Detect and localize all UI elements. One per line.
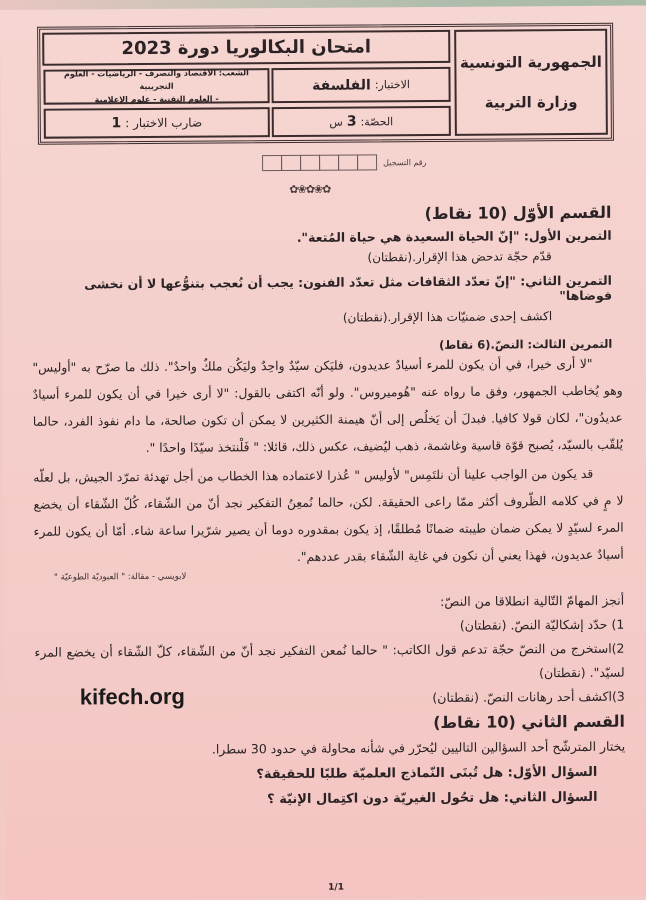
part1-title: القسم الأوّل (10 نقاط) bbox=[424, 202, 612, 224]
exercise3-label: التمرين الثالث: النصّ.(6 نقاط) bbox=[439, 336, 613, 352]
exercise1 bbox=[32, 228, 612, 247]
duration-cell bbox=[272, 106, 451, 137]
question-1 bbox=[35, 765, 597, 784]
part2-title: القسم الثاني (10 نقاط) bbox=[433, 711, 626, 732]
republic-name: الجمهورية التونسية bbox=[459, 52, 602, 72]
branches-cell bbox=[43, 68, 269, 105]
question-2 bbox=[35, 790, 597, 809]
exercise1-task: قدّم حجّة تدحض هذا الإقرار.(نقطتان) bbox=[367, 249, 552, 265]
tasks-intro: أنجز المهامّ التّالية انطلاقا من النصّ: bbox=[440, 592, 625, 609]
subject-name: الفلسفة bbox=[312, 76, 371, 94]
task-3: 3)اكشف أحد رهانات النصّ. (نقطتان) bbox=[432, 688, 625, 705]
exercise2-task: اكشف إحدى ضمنيّات هذا الإقرار.(نقطتان) bbox=[342, 309, 553, 325]
exercise1-label: التمرين الأول: bbox=[523, 227, 612, 244]
reference-text: لابويسي - مقالة: " العبوديّة الطوعيّة " bbox=[53, 571, 187, 583]
subject-cell bbox=[271, 67, 450, 103]
exercise2-quote: "إنّ تعدّد الثقافات مثل تعدّد الفنون: يجب أن نُعجب بتنوُّعها لا أن نخشى فوضاها" bbox=[84, 273, 613, 304]
registration-box[interactable] bbox=[262, 155, 282, 171]
flower-ornament-icon: ✿❀✿❀✿ bbox=[289, 182, 331, 196]
duration-unit: س bbox=[329, 115, 343, 129]
part2-section bbox=[35, 712, 626, 809]
coefficient-label: ضارب الاختبار : bbox=[125, 115, 203, 131]
task-2: 2)استخرج من النصّ حجّة تدعم قول الكاتب: " حالما نُمعن التفكير نجد أنّ من الشّقاء، كلّ الشّقاء أن يخضع المرء لسيّد". (نقطتان) bbox=[34, 640, 625, 681]
registration-number bbox=[263, 154, 427, 171]
question-1-label: السؤال الأوّل: bbox=[507, 764, 598, 781]
registration-box[interactable] bbox=[338, 155, 358, 171]
institution-cell bbox=[454, 29, 608, 136]
registration-box[interactable] bbox=[357, 154, 377, 170]
registration-boxes bbox=[263, 154, 377, 171]
task-1: 1) حدّد إشكاليّة النصّ. (نقطتان) bbox=[459, 616, 625, 633]
exercise2-label: التمرين الثاني: bbox=[520, 272, 612, 289]
part2-intro: يختار المترشّح أحد السؤالين التاليين ليُحرّر في شأنه محاولة في حدود 30 سطرا. bbox=[211, 738, 626, 757]
exam-header-table bbox=[37, 23, 614, 145]
part1-section bbox=[31, 203, 624, 583]
text-paragraph-1: "لا أرى خيرا، في أن يكون للمرء أسيادٌ عديدون، فليَكن سيّدٌ واحِدٌ وليَكُن ملكٌ واحدٌ". ذلك ما صرّح به "أوليس" وهو يُخاطب الجمهور، وفق ما رواه عنه "هُوميروس". ولو أنّه اكتفى بالقول: "لا أرى خيرا في أن يكون للمرء أسيادٌ عديدُون"، لكان قولا كافيا. فبدلَ أن يَخلُص إلى أنّ هيمنة الكثيرين لا يمكن أن تكون صالحة، ما دام نفوذ الفرد، حالما يُلقّب بالسيّد، يُصبح قوّة قاسية وغاشمة، ذهب ليُضيف، عكس ذلك، قائلا: " فَلْنتخذ سيّدًا واحدًا ". bbox=[32, 356, 624, 455]
coefficient-value: 1 bbox=[111, 115, 122, 132]
question-1-text: هل تُبنَى النّماذج العلميّة طلبًا للحقيقة؟ bbox=[256, 765, 504, 783]
page-number: 1/1 bbox=[328, 882, 344, 893]
exam-paper bbox=[0, 5, 646, 899]
registration-box[interactable] bbox=[281, 155, 301, 171]
branches-line2: - العلوم التقنية - علوم الإعلامية bbox=[94, 94, 219, 105]
exam-title: امتحان البكالوريا دورة 2023 bbox=[42, 30, 450, 66]
branches-line1: الشعب: الاقتصاد والتصرف - الرياضيات - العلوم التجريبية bbox=[63, 68, 249, 92]
registration-label: رقم التسجيل bbox=[383, 157, 427, 167]
question-2-text: هل تحُول الغيريّة دون اكتِمال الإنيّة ؟ bbox=[267, 790, 500, 808]
registration-box[interactable] bbox=[319, 155, 339, 171]
duration-label: الحصّة: bbox=[360, 114, 394, 128]
ministry-name: وزارة التربية bbox=[484, 92, 578, 112]
exercise1-quote: "إنّ الحياة السعيدة هي حياة المُتعة". bbox=[296, 228, 520, 245]
watermark: kifech.org bbox=[79, 683, 186, 710]
text-paragraph-2: قد يكون من الواجب علينا أن نلتَمِس" لأوليس " عُذرا لاعتماده هذا الخطاب من أجل تهدئة تمرّد الجيش، بل لعلّه لا مٍ في كلامه الظّروف أكثر ممّا راعى الحقيقة. لكن، حالما نُمعِنُ التفكير نجد أنّ من الشّقاء، كُلّ الشّقاء أن يخضع المرء لسيّدٍ لا يمكن ضمان طيبته ضمانًا مُطلقًا، إذ يكون بمقدوره دوما أن يصير شرّيرا ساعة شاء. أمّا أن يكون للمرء أسيادٌ عديدون، فهذا يعني أن نكون في غاية الشّقاء بقدر عددهم". bbox=[33, 466, 624, 564]
registration-box[interactable] bbox=[300, 155, 320, 171]
question-2-label: السؤال الثاني: bbox=[503, 789, 598, 806]
coefficient-cell bbox=[44, 107, 270, 139]
exercise2 bbox=[32, 273, 612, 307]
duration-value: 3 bbox=[346, 113, 357, 130]
subject-label: الاختبار: bbox=[374, 78, 410, 92]
